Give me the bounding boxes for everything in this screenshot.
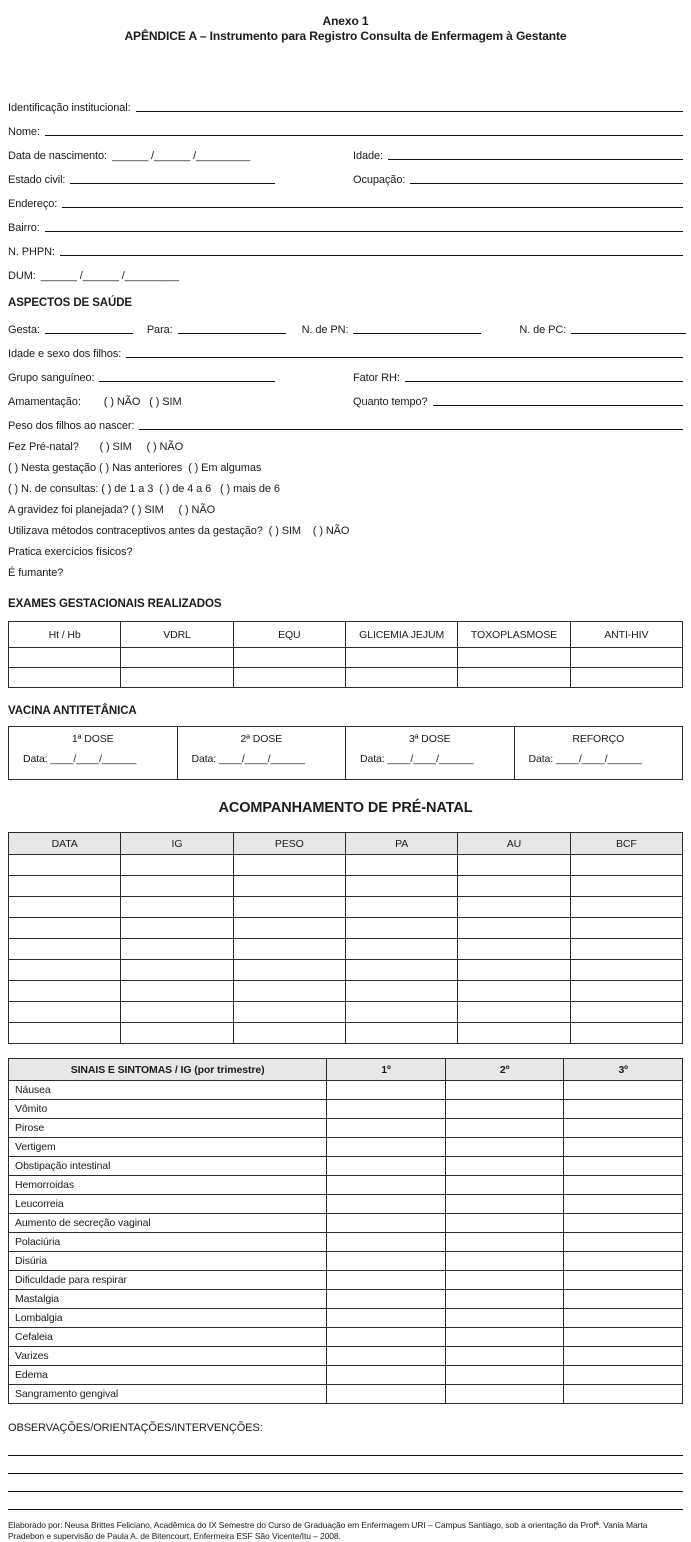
symptom-trimester-cell [445, 1366, 564, 1385]
prenatal-empty-row [9, 918, 683, 939]
symptom-trimester-cell [564, 1214, 683, 1233]
prenatal-empty-cell [233, 897, 345, 918]
prenatal-empty-cell [233, 855, 345, 876]
prenatal-empty-cell [121, 897, 233, 918]
symptom-trimester-cell [564, 1081, 683, 1100]
exames-empty-cell [121, 668, 233, 688]
field-ocupacao [353, 174, 683, 186]
prenatal-empty-cell [121, 981, 233, 1002]
sintomas-header-label: SINAIS E SINTOMAS / IG (por trimestre) [9, 1059, 327, 1081]
prenatal-empty-cell [233, 939, 345, 960]
observations-heading: OBSERVAÇÕES/ORIENTAÇÕES/INTERVENÇÕES: [8, 1422, 263, 1434]
symptom-trimester-cell [327, 1385, 446, 1404]
symptom-trimester-cell [564, 1252, 683, 1271]
symptom-trimester-cell [327, 1100, 446, 1119]
trimester-1-header: 1º [327, 1059, 446, 1081]
field-row-gesta-para-pn-pc [8, 312, 683, 336]
field-quanto-tempo [353, 396, 683, 408]
label-idade-sexo-filhos: Idade e sexo dos filhos: [8, 348, 122, 360]
symptom-trimester-cell [445, 1214, 564, 1233]
symptom-row [9, 1309, 683, 1328]
symptom-row [9, 1119, 683, 1138]
symptom-trimester-cell [445, 1385, 564, 1404]
vacina-dose-cell [514, 727, 683, 780]
label-phpn: N. PHPN: [8, 246, 55, 258]
prenatal-empty-cell [345, 960, 457, 981]
symptom-label: Varizes [9, 1347, 327, 1366]
symptom-trimester-cell [445, 1347, 564, 1366]
field-row-dum [8, 258, 683, 282]
section-heading-aspectos-saude: ASPECTOS DE SAÚDE [8, 297, 132, 309]
blank-gesta [45, 333, 133, 334]
checkbox-line-nesta-gestacao: ( ) Nesta gestação ( ) Nas anteriores ( ) Em algumas [8, 462, 262, 474]
trimester-2-header: 2º [445, 1059, 564, 1081]
exames-empty-cell [233, 668, 345, 688]
symptom-trimester-cell [327, 1157, 446, 1176]
prenatal-empty-cell [458, 981, 570, 1002]
exames-empty-cell [570, 668, 682, 688]
blank-phpn [60, 255, 683, 256]
field-row-bairro [8, 210, 683, 234]
blank-idade-sexo-filhos [126, 357, 683, 358]
symptom-row [9, 1252, 683, 1271]
page-title [8, 14, 683, 44]
label-grupo-sanguineo: Grupo sanguíneo: [8, 372, 95, 384]
exames-header-row [9, 622, 683, 648]
symptom-label: Vertigem [9, 1138, 327, 1157]
label-data-nascimento: Data de nascimento: [8, 150, 107, 162]
prenatal-empty-cell [233, 1023, 345, 1044]
prenatal-table [8, 832, 683, 1044]
label-quanto-tempo: Quanto tempo? [353, 396, 428, 408]
appendix-title: APÊNDICE A – Instrumento para Registro Consulta de Enfermagem à Gestante [124, 29, 567, 43]
dose-date-blank: Data: ____/____/______ [191, 753, 305, 765]
prenatal-column-header: PA [345, 833, 457, 855]
label-n-de-pn: N. de PN: [301, 324, 349, 336]
prenatal-column-header: BCF [570, 833, 682, 855]
question-fumante: É fumante? [8, 567, 64, 579]
prenatal-empty-cell [458, 897, 570, 918]
symptom-trimester-cell [327, 1195, 446, 1214]
symptom-trimester-cell [327, 1290, 446, 1309]
symptom-trimester-cell [445, 1195, 564, 1214]
field-amamentacao [8, 396, 353, 408]
blank-n-de-pc [571, 333, 686, 334]
dose-date-blank: Data: ____/____/______ [528, 753, 642, 765]
prenatal-empty-cell [233, 918, 345, 939]
field-row-identificacao [8, 90, 683, 114]
symptom-trimester-cell [564, 1100, 683, 1119]
symptom-trimester-cell [327, 1081, 446, 1100]
field-data-nascimento [8, 150, 353, 162]
prenatal-empty-cell [345, 855, 457, 876]
symptom-trimester-cell [445, 1328, 564, 1347]
dose-date-blank: Data: ____/____/______ [23, 753, 137, 765]
symptom-trimester-cell [445, 1100, 564, 1119]
symptom-trimester-cell [564, 1271, 683, 1290]
field-row-estado-ocupacao [8, 162, 683, 186]
trimester-3-header: 3º [564, 1059, 683, 1081]
dose-label: 2ª DOSE [240, 733, 283, 745]
prenatal-empty-cell [570, 981, 682, 1002]
dose-date-blank: Data: ____/____/______ [360, 753, 474, 765]
prenatal-empty-cell [345, 1002, 457, 1023]
exames-column-header: TOXOPLASMOSE [458, 622, 570, 648]
prenatal-empty-row [9, 981, 683, 1002]
symptom-label: Dificuldade para respirar [9, 1271, 327, 1290]
prenatal-empty-cell [458, 960, 570, 981]
symptom-label: Sangramento gengival [9, 1385, 327, 1404]
symptom-row [9, 1366, 683, 1385]
symptom-trimester-cell [327, 1252, 446, 1271]
exames-empty-cell [570, 648, 682, 668]
prenatal-empty-cell [9, 918, 121, 939]
symptom-row [9, 1290, 683, 1309]
symptom-trimester-cell [445, 1157, 564, 1176]
symptom-row [9, 1347, 683, 1366]
prenatal-empty-cell [9, 897, 121, 918]
prenatal-empty-cell [9, 939, 121, 960]
section-heading-acompanhamento: ACOMPANHAMENTO DE PRÉ-NATAL [218, 800, 473, 816]
symptom-row [9, 1100, 683, 1119]
symptom-trimester-cell [445, 1138, 564, 1157]
observation-blank-line [8, 1474, 683, 1492]
prenatal-empty-cell [233, 876, 345, 897]
symptom-row [9, 1081, 683, 1100]
symptom-trimester-cell [564, 1309, 683, 1328]
prenatal-empty-cell [570, 1002, 682, 1023]
symptom-trimester-cell [445, 1290, 564, 1309]
field-row-endereco [8, 186, 683, 210]
prenatal-empty-row [9, 876, 683, 897]
prenatal-empty-cell [570, 855, 682, 876]
exames-empty-cell [458, 668, 570, 688]
exames-empty-cell [121, 648, 233, 668]
symptom-label: Edema [9, 1366, 327, 1385]
exames-empty-row [9, 668, 683, 688]
symptom-trimester-cell [445, 1252, 564, 1271]
blank-fator-rh [405, 381, 683, 382]
symptom-trimester-cell [327, 1347, 446, 1366]
signs-symptoms-section [8, 1058, 683, 1404]
symptom-label: Náusea [9, 1081, 327, 1100]
symptom-trimester-cell [564, 1176, 683, 1195]
field-fator-rh [353, 372, 683, 384]
symptom-trimester-cell [445, 1081, 564, 1100]
prenatal-empty-cell [458, 939, 570, 960]
symptom-trimester-cell [445, 1176, 564, 1195]
section-heading-exames: EXAMES GESTACIONAIS REALIZADOS [8, 598, 222, 610]
symptom-trimester-cell [564, 1233, 683, 1252]
prenatal-empty-cell [570, 1023, 682, 1044]
prenatal-empty-cell [458, 1023, 570, 1044]
symptom-row [9, 1214, 683, 1233]
field-row-grupo-fator [8, 360, 683, 384]
exames-column-header: ANTI-HIV [570, 622, 682, 648]
prenatal-empty-cell [9, 960, 121, 981]
symptom-trimester-cell [564, 1366, 683, 1385]
symptom-trimester-cell [327, 1271, 446, 1290]
blank-identificacao-institucional [136, 111, 683, 112]
prenatal-empty-cell [9, 1023, 121, 1044]
symptom-row [9, 1233, 683, 1252]
blank-data-nascimento: ______ /______ /_________ [112, 150, 251, 162]
prenatal-empty-cell [345, 876, 457, 897]
prenatal-column-header: IG [121, 833, 233, 855]
prenatal-empty-cell [9, 981, 121, 1002]
vacina-dose-cell [9, 727, 178, 780]
prenatal-empty-row [9, 855, 683, 876]
prenatal-empty-cell [121, 876, 233, 897]
label-idade: Idade: [353, 150, 383, 162]
vacina-dose-row [9, 727, 683, 780]
exames-empty-cell [233, 648, 345, 668]
prenatal-empty-row [9, 897, 683, 918]
label-n-de-pc: N. de PC: [519, 324, 567, 336]
gestational-exams-section [8, 595, 683, 688]
symptom-trimester-cell [327, 1233, 446, 1252]
symptom-label: Lombalgia [9, 1309, 327, 1328]
symptom-trimester-cell [445, 1271, 564, 1290]
symptom-trimester-cell [564, 1385, 683, 1404]
blank-para [178, 333, 286, 334]
field-row-peso-filhos [8, 408, 683, 432]
symptom-label: Hemorroidas [9, 1176, 327, 1195]
symptom-trimester-cell [564, 1328, 683, 1347]
exames-column-header: EQU [233, 622, 345, 648]
prenatal-header-row [9, 833, 683, 855]
blank-endereco [62, 207, 683, 208]
symptom-trimester-cell [564, 1290, 683, 1309]
symptom-row [9, 1271, 683, 1290]
prenatal-followup-section [8, 800, 683, 1044]
symptom-trimester-cell [327, 1309, 446, 1328]
label-nome: Nome: [8, 126, 40, 138]
prenatal-empty-row [9, 960, 683, 981]
tetanus-vaccine-section [8, 702, 683, 780]
prenatal-empty-cell [9, 876, 121, 897]
checkbox-line-gravidez-planejada: A gravidez foi planejada? ( ) SIM ( ) NÃO [8, 504, 216, 516]
prenatal-column-header: DATA [9, 833, 121, 855]
symptom-row [9, 1138, 683, 1157]
exames-column-header: VDRL [121, 622, 233, 648]
attribution-footer: Elaborado por: Neusa Brittes Feliciano, Acadêmica do IX Semestre do Curso de Graduação em Enfermagem URI – Campus Santiago, sob a orientação da Profª. Vania Marta Pradebon e supervisão de Paula A. de Bitencourt, Enfermeira ESF São Vicente/Itu – 2008. [8, 1520, 648, 1541]
blank-quanto-tempo [433, 405, 683, 406]
exames-empty-cell [458, 648, 570, 668]
symptom-label: Cefaleia [9, 1328, 327, 1347]
symptom-label: Aumento de secreção vaginal [9, 1214, 327, 1233]
prenatal-empty-cell [570, 960, 682, 981]
prenatal-empty-cell [121, 939, 233, 960]
prenatal-empty-cell [345, 897, 457, 918]
prenatal-column-header: PESO [233, 833, 345, 855]
symptom-trimester-cell [445, 1233, 564, 1252]
prenatal-empty-cell [570, 918, 682, 939]
exames-empty-cell [9, 668, 121, 688]
health-aspects-section [8, 294, 683, 579]
prenatal-empty-cell [345, 918, 457, 939]
prenatal-empty-cell [458, 918, 570, 939]
observation-blank-line [8, 1456, 683, 1474]
exames-empty-row [9, 648, 683, 668]
symptom-label: Disúria [9, 1252, 327, 1271]
label-ocupacao: Ocupação: [353, 174, 406, 186]
symptom-trimester-cell [445, 1119, 564, 1138]
field-idade [353, 150, 683, 162]
blank-bairro [45, 231, 683, 232]
exames-column-header: GLICEMIA JEJUM [345, 622, 457, 648]
dose-label: 1ª DOSE [71, 733, 114, 745]
checkbox-line-contraceptivos: Utilizava métodos contraceptivos antes da gestação? ( ) SIM ( ) NÃO [8, 525, 350, 537]
label-dum: DUM: [8, 270, 36, 282]
label-bairro: Bairro: [8, 222, 40, 234]
symptom-trimester-cell [327, 1176, 446, 1195]
label-para: Para: [146, 324, 173, 336]
symptom-label: Obstipação intestinal [9, 1157, 327, 1176]
prenatal-empty-cell [9, 855, 121, 876]
prenatal-empty-row [9, 1002, 683, 1023]
symptom-trimester-cell [564, 1138, 683, 1157]
label-identificacao-institucional: Identificação institucional: [8, 102, 131, 114]
field-row-amamentacao-tempo [8, 384, 683, 408]
prenatal-empty-cell [570, 876, 682, 897]
symptom-trimester-cell [327, 1214, 446, 1233]
symptom-label: Polaciúria [9, 1233, 327, 1252]
prenatal-empty-cell [121, 855, 233, 876]
blank-dum: ______ /______ /_________ [40, 270, 179, 282]
symptom-label: Vômito [9, 1100, 327, 1119]
blank-peso-filhos [139, 429, 683, 430]
checkbox-line-fez-prenatal: Fez Pré-natal? ( ) SIM ( ) NÃO [8, 441, 184, 453]
prenatal-empty-row [9, 1023, 683, 1044]
prenatal-column-header: AU [458, 833, 570, 855]
label-gesta: Gesta: [8, 324, 40, 336]
prenatal-empty-cell [345, 1023, 457, 1044]
prenatal-empty-cell [345, 939, 457, 960]
observations-section [8, 1422, 683, 1510]
symptom-trimester-cell [564, 1119, 683, 1138]
observation-lines [8, 1438, 683, 1510]
field-estado-civil [8, 174, 353, 186]
symptom-trimester-cell [445, 1309, 564, 1328]
symptom-row [9, 1328, 683, 1347]
field-grupo-sanguineo [8, 372, 353, 384]
prenatal-empty-cell [121, 1002, 233, 1023]
checkbox-options-amamentacao: ( ) NÃO ( ) SIM [103, 396, 182, 408]
dose-label: REFORÇO [572, 733, 625, 745]
checkbox-line-n-consultas: ( ) N. de consultas: ( ) de 1 a 3 ( ) de 4 a 6 ( ) mais de 6 [8, 483, 280, 495]
symptom-row [9, 1385, 683, 1404]
prenatal-empty-cell [121, 918, 233, 939]
annex-title: Anexo 1 [322, 14, 369, 28]
observation-blank-line [8, 1438, 683, 1456]
prenatal-empty-cell [458, 855, 570, 876]
label-fator-rh: Fator RH: [353, 372, 400, 384]
symptom-trimester-cell [564, 1157, 683, 1176]
exames-table [8, 621, 683, 688]
symptom-label: Leucorreia [9, 1195, 327, 1214]
prenatal-empty-cell [121, 960, 233, 981]
symptom-trimester-cell [564, 1347, 683, 1366]
symptom-label: Pirose [9, 1119, 327, 1138]
label-peso-filhos: Peso dos filhos ao nascer: [8, 420, 135, 432]
prenatal-empty-cell [9, 1002, 121, 1023]
blank-ocupacao [410, 183, 683, 184]
field-row-nome [8, 114, 683, 138]
prenatal-empty-cell [570, 939, 682, 960]
prenatal-empty-cell [458, 876, 570, 897]
blank-estado-civil [70, 183, 275, 184]
identification-section [8, 90, 683, 282]
prenatal-empty-cell [458, 1002, 570, 1023]
sintomas-table [8, 1058, 683, 1404]
exames-column-header: Ht / Hb [9, 622, 121, 648]
sintomas-header-row [9, 1059, 683, 1081]
prenatal-empty-cell [233, 960, 345, 981]
symptom-row [9, 1157, 683, 1176]
symptom-trimester-cell [564, 1195, 683, 1214]
symptom-trimester-cell [327, 1366, 446, 1385]
prenatal-empty-cell [233, 1002, 345, 1023]
prenatal-empty-cell [233, 981, 345, 1002]
dose-label: 3ª DOSE [408, 733, 451, 745]
symptom-trimester-cell [327, 1138, 446, 1157]
exames-empty-cell [345, 648, 457, 668]
prenatal-empty-cell [121, 1023, 233, 1044]
vacina-dose-cell [177, 727, 346, 780]
label-endereco: Endereço: [8, 198, 58, 210]
observation-blank-line [8, 1492, 683, 1510]
blank-grupo-sanguineo [99, 381, 275, 382]
label-estado-civil: Estado civil: [8, 174, 66, 186]
symptom-row [9, 1176, 683, 1195]
blank-idade [388, 159, 683, 160]
symptom-label: Mastalgia [9, 1290, 327, 1309]
exames-empty-cell [9, 648, 121, 668]
field-row-phpn [8, 234, 683, 258]
label-amamentacao: Amamentação: [8, 396, 81, 408]
prenatal-empty-cell [345, 981, 457, 1002]
blank-n-de-pn [353, 333, 481, 334]
vacina-table [8, 726, 683, 780]
field-row-nascimento-idade [8, 138, 683, 162]
prenatal-empty-row [9, 939, 683, 960]
field-row-idade-sexo-filhos [8, 336, 683, 360]
symptom-trimester-cell [327, 1328, 446, 1347]
vacina-dose-cell [346, 727, 515, 780]
symptom-trimester-cell [327, 1119, 446, 1138]
section-heading-vacina: VACINA ANTITETÂNICA [8, 705, 137, 717]
question-exercicios-fisicos: Pratica exercícios físicos? [8, 546, 133, 558]
symptom-row [9, 1195, 683, 1214]
blank-nome [45, 135, 683, 136]
prenatal-empty-cell [570, 897, 682, 918]
exames-empty-cell [345, 668, 457, 688]
